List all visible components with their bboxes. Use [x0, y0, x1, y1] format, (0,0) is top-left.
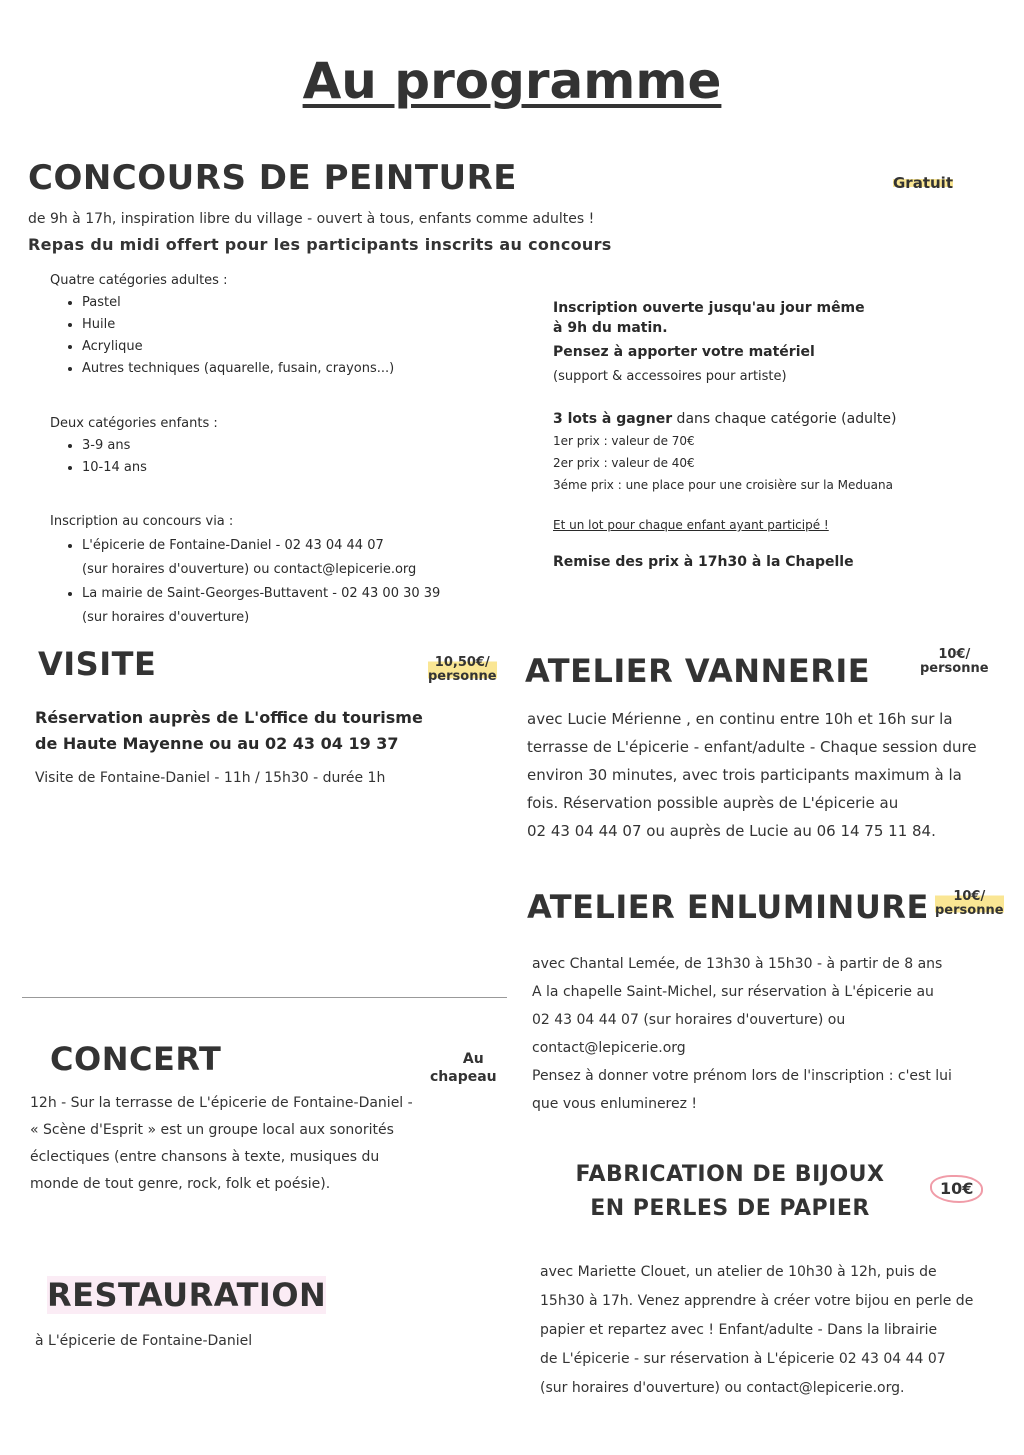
vannerie-line: terrasse de L'épicerie - enfant/adulte - Chaque session dure — [527, 738, 977, 756]
vannerie-price-unit: personne — [920, 661, 989, 676]
enluminure-price — [935, 890, 1004, 918]
enluminure-line: 02 43 04 44 07 (sur horaires d'ouverture) ou — [532, 1012, 846, 1028]
concours-repas: Repas du midi offert pour les participants inscrits au concours — [28, 235, 612, 254]
bijoux-line: de L'épicerie - sur réservation à L'épicerie 02 43 04 44 07 — [540, 1351, 946, 1367]
list-item: • 10-14 ans — [82, 457, 490, 479]
concert-price — [430, 1050, 497, 1086]
enluminure-line: que vous enluminerez ! — [532, 1096, 698, 1112]
bijoux-line: papier et repartez avec ! Enfant/adulte - Dans la librairie — [540, 1322, 938, 1338]
bijoux-line: avec Mariette Clouet, un atelier de 10h30 à 12h, puis de — [540, 1264, 937, 1280]
vannerie-price — [920, 648, 989, 676]
enluminure-line: Pensez à donner votre prénom lors de l'inscription : c'est lui — [532, 1068, 952, 1084]
concours-intro: de 9h à 17h, inspiration libre du village - ouvert à tous, enfants comme adultes ! — [28, 211, 595, 227]
list-item: • Pastel — [82, 292, 490, 314]
concert-line: « Scène d'Esprit » est un groupe local aux sonorités — [30, 1122, 394, 1138]
enluminure-line: A la chapelle Saint-Michel, sur réservation à L'épicerie au — [532, 984, 934, 1000]
bijoux-heading-line-2: EN PERLES DE PAPIER — [590, 1196, 870, 1221]
vannerie-heading: ATELIER VANNERIE — [525, 652, 871, 690]
child-lot: Et un lot pour chaque enfant ayant participé ! — [553, 518, 829, 532]
open-line-2: à 9h du matin. — [553, 320, 668, 336]
concours-right-block — [553, 298, 993, 570]
bijoux-text — [540, 1258, 1000, 1403]
enluminure-text — [532, 950, 992, 1118]
list-item: • Autres techniques (aquarelle, fusain, crayons...) — [82, 358, 490, 380]
inscription-list — [50, 534, 510, 630]
list-item: • 3-9 ans — [82, 435, 490, 457]
list-item — [82, 582, 510, 630]
adult-categories-block — [50, 270, 490, 380]
prize-2: 2er prix : valeur de 40€ — [553, 456, 695, 470]
section-divider — [22, 997, 507, 998]
concert-price-line-1: Au — [462, 1051, 484, 1067]
bijoux-line: 15h30 à 17h. Venez apprendre à créer votre bijou en perle de — [540, 1293, 974, 1309]
list-item: • Huile — [82, 314, 490, 336]
concert-line: 12h - Sur la terrasse de L'épicerie de Fontaine-Daniel - — [30, 1095, 413, 1111]
visite-resa-line-1: Réservation auprès de L'office du tourisme — [35, 708, 423, 727]
visite-price-unit: personne — [428, 669, 497, 684]
child-categories-heading: Deux catégories enfants : — [50, 416, 218, 431]
inscription-block — [50, 510, 510, 630]
inscription-epicerie: • L'épicerie de Fontaine-Daniel - 02 43 04 44 07 — [82, 538, 384, 553]
visite-details: Visite de Fontaine-Daniel - 11h / 15h30 - durée 1h — [35, 770, 386, 786]
adult-categories-list — [50, 292, 490, 380]
inscription-epicerie-note: (sur horaires d'ouverture) ou contact@lepicerie.org — [82, 562, 417, 577]
concours-heading: CONCOURS DE PEINTURE — [28, 158, 518, 198]
concert-heading: CONCERT — [50, 1040, 222, 1078]
child-categories-block — [50, 413, 490, 479]
enluminure-line: contact@lepicerie.org — [532, 1040, 686, 1056]
child-categories-list — [50, 435, 490, 479]
vannerie-line: 02 43 04 44 07 ou auprès de Lucie au 06 14 75 11 84. — [527, 822, 936, 840]
vannerie-price-amount: 10€/ — [938, 647, 971, 662]
concours-price: Gratuit — [893, 174, 953, 192]
material-note: (support & accessoires pour artiste) — [553, 369, 787, 384]
list-item — [82, 534, 510, 582]
restauration-heading: RESTAURATION — [47, 1276, 327, 1314]
open-line-1: Inscription ouverte jusqu'au jour même — [553, 300, 865, 316]
lots-rest: dans chaque catégorie (adulte) — [672, 411, 897, 427]
bijoux-price: 10€ — [930, 1175, 983, 1203]
visite-price — [428, 656, 497, 684]
vannerie-line: avec Lucie Mérienne , en continu entre 10h et 16h sur la — [527, 710, 953, 728]
concert-price-line-2: chapeau — [430, 1069, 497, 1085]
restauration-details: à L'épicerie de Fontaine-Daniel — [35, 1333, 253, 1349]
page-title: Au programme — [302, 52, 722, 110]
bijoux-heading-line-1: FABRICATION DE BIJOUX — [575, 1162, 885, 1187]
visite-resa-line-2: de Haute Mayenne ou au 02 43 04 19 37 — [35, 734, 399, 753]
bijoux-heading — [560, 1158, 900, 1226]
concert-text — [30, 1090, 450, 1198]
visite-resa — [35, 705, 423, 757]
vannerie-line: fois. Réservation possible auprès de L'épicerie au — [527, 794, 899, 812]
adult-categories-heading: Quatre catégories adultes : — [50, 273, 228, 288]
vannerie-line: environ 30 minutes, avec trois participants maximum à la — [527, 766, 962, 784]
inscription-mairie-note: (sur horaires d'ouverture) — [82, 610, 250, 625]
inscription-heading: Inscription au concours via : — [50, 514, 234, 529]
lots-bold: 3 lots à gagner — [553, 411, 673, 427]
concert-line: monde de tout genre, rock, folk et poésie). — [30, 1176, 331, 1192]
list-item: • Acrylique — [82, 336, 490, 358]
lots-line — [553, 408, 993, 430]
prize-3: 3éme prix : une place pour une croisière sur la Meduana — [553, 478, 893, 492]
material-line: Pensez à apporter votre matériel — [553, 344, 815, 360]
visite-heading: VISITE — [38, 645, 157, 683]
prize-1: 1er prix : valeur de 70€ — [553, 434, 695, 448]
bijoux-line: (sur horaires d'ouverture) ou contact@lepicerie.org. — [540, 1380, 905, 1396]
enluminure-line: avec Chantal Lemée, de 13h30 à 15h30 - à partir de 8 ans — [532, 956, 943, 972]
vannerie-text — [527, 705, 997, 845]
concert-line: éclectiques (entre chansons à texte, musiques du — [30, 1149, 380, 1165]
enluminure-price-unit: personne — [935, 903, 1004, 918]
inscription-mairie: • La mairie de Saint-Georges-Buttavent - 02 43 00 30 39 — [82, 586, 441, 601]
visite-price-amount: 10,50€/ — [434, 655, 490, 670]
remise: Remise des prix à 17h30 à la Chapelle — [553, 554, 854, 570]
enluminure-price-amount: 10€/ — [953, 889, 986, 904]
enluminure-heading: ATELIER ENLUMINURE — [527, 888, 929, 926]
